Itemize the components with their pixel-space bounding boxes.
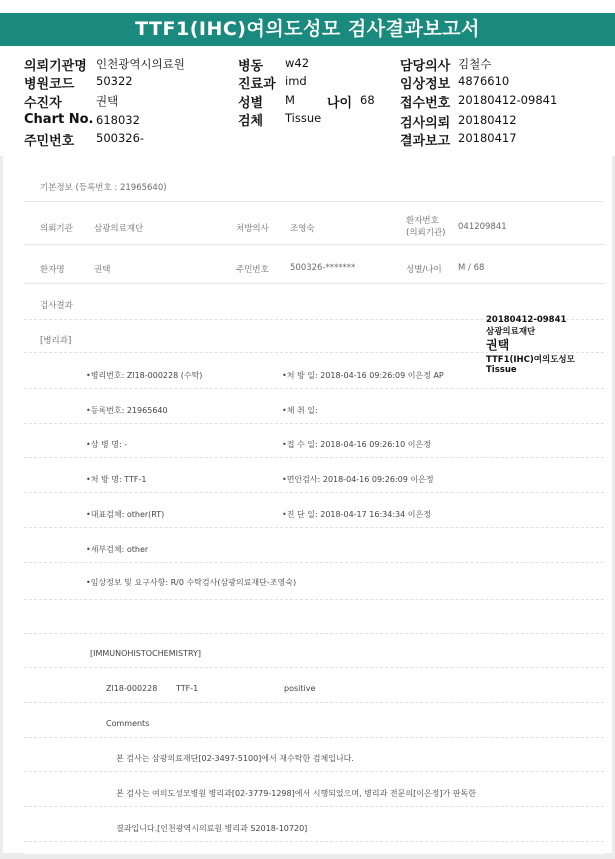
ihc-marker: TTF-1: [176, 684, 199, 693]
divider: [24, 388, 604, 389]
stamp-agency: 삼광의료재단: [486, 327, 536, 337]
info-label: 임상정보: [400, 77, 451, 92]
info-label: 병원코드: [24, 77, 75, 92]
stamp-test: TTF1(IHC)여의도성모: [486, 355, 575, 365]
patient-info-grid: [0, 52, 615, 152]
clinical-info: •임상정보 및 요구사항: R/0 수탁검사(삼광의료재단-조영숙): [86, 578, 297, 587]
divider: [24, 492, 604, 493]
divider: [24, 423, 604, 424]
divider: [24, 633, 604, 634]
disease-name: •상 병 명: -: [86, 440, 128, 449]
info-label: 담당의사: [400, 59, 451, 74]
ihc-result: positive: [284, 684, 316, 693]
dept-label: [병리과]: [40, 336, 72, 346]
patient-no-label: 환자번호: [406, 216, 439, 226]
ihc-heading: [IMMUNOHISTOCHEMISTRY]: [90, 649, 201, 658]
agency-value: 삼광의료재단: [94, 224, 144, 234]
info-value: Tissue: [285, 111, 322, 125]
stamp-name: 권택: [486, 338, 510, 352]
agency-label: 의뢰기관: [40, 224, 73, 234]
divider: [24, 244, 604, 245]
sexage-label: 성별/나이: [406, 265, 442, 275]
divider: [24, 457, 604, 458]
info-value: 김철수: [458, 57, 492, 71]
info-label: 진료과: [238, 77, 276, 92]
info-value: 50322: [96, 74, 133, 88]
patient-value: 권택: [94, 265, 111, 275]
divider: [24, 562, 604, 563]
divider: [24, 737, 604, 738]
stamp-receipt-no: 20180412-09841: [486, 315, 567, 325]
divider: [24, 283, 604, 284]
pathology-number: •병리번호: Zl18-000228 (수탁): [86, 371, 203, 380]
stamp-specimen: Tissue: [486, 365, 517, 375]
divider: [24, 702, 604, 703]
resident-label: 주민번호: [236, 265, 269, 275]
immune-test: •면안검사: 2018-04-16 09:26:09 이은정: [282, 475, 434, 484]
order-date: •처 방 일: 2018-04-16 09:26:09 이은정 AP: [282, 371, 444, 380]
sub-specimen: •세부검체: other: [86, 545, 149, 554]
comments-label: Comments: [106, 719, 150, 728]
comment-line-3: 결과입니다.[인천광역시의료원 병리과 S2018-10720]: [116, 824, 308, 833]
info-value: 20180412: [458, 113, 517, 127]
report-panel: [24, 166, 604, 854]
divider: [24, 527, 604, 528]
basic-info-heading: 기본정보 (등록번호 : 21965640): [40, 183, 167, 193]
info-value: M: [285, 93, 295, 107]
info-value: 인천광역시의료원: [96, 57, 185, 71]
info-label: 결과보고: [400, 134, 451, 149]
doctor-label: 처방의사: [236, 224, 269, 234]
info-value: imd: [285, 74, 307, 88]
info-value: 618032: [96, 113, 140, 127]
info-value: 500326-: [96, 131, 145, 145]
info-label: 의뢰기관명: [24, 59, 87, 74]
divider: [24, 771, 604, 772]
divider: [24, 806, 604, 807]
patient-label: 환자명: [40, 265, 65, 275]
info-value: 4876610: [458, 74, 510, 88]
info-label: 성별: [238, 96, 264, 111]
divider: [24, 201, 604, 202]
info-value: 권택: [96, 94, 119, 108]
divider: [24, 841, 604, 842]
info-label: 검사의뢰: [400, 116, 451, 131]
comment-line-2: 본 검사는 여의도성모병원 병리과[02-3779-1298]에서 시행되었으며, 병리과 전문의[이은정]가 판독한: [116, 789, 476, 798]
diagnosis-date: •진 단 일: 2018-04-17 16:34:34 이은정: [282, 510, 431, 519]
info-value: 20180412-09841: [458, 93, 558, 107]
ihc-id: Zl18-000228: [106, 684, 158, 693]
scan-border-left: [0, 156, 3, 859]
sexage-value: M / 68: [458, 263, 485, 273]
age-label: 나이: [327, 96, 353, 111]
patient-no-sublabel: (의뢰기관): [406, 228, 446, 238]
patient-no-value: 041209841: [458, 222, 507, 232]
comment-line-1: 본 검사는 삼광의료재단[02-3497-5100]에서 재수탁한 검체입니다.: [116, 754, 354, 763]
resident-value: 500326-*******: [290, 263, 356, 273]
divider: [24, 667, 604, 668]
info-label: 접수번호: [400, 96, 451, 111]
receipt-date: •접 수 일: 2018-04-16 09:26:10 이은정: [282, 440, 431, 449]
report-title: TTF1(IHC)여의도성모 검사결과보고서: [0, 13, 615, 46]
info-label: 검체: [238, 114, 264, 129]
info-label: 주민번호: [24, 134, 75, 149]
registration-number: •등록번호: 21965640: [86, 406, 168, 415]
info-value: w42: [285, 56, 310, 70]
divider: [24, 599, 604, 600]
age-value: 68: [360, 93, 375, 107]
order-name: •처 방 명: TTF-1: [86, 475, 147, 484]
result-heading: 검사결과: [40, 301, 73, 311]
info-label: 수진자: [24, 96, 62, 111]
info-label: Chart No.: [24, 112, 94, 127]
doctor-value: 조영숙: [290, 224, 315, 234]
collection-date: •채 취 일:: [282, 406, 318, 415]
info-value: 20180417: [458, 131, 517, 145]
info-label: 병동: [238, 59, 264, 74]
representative-specimen: •대표검체: other(RT): [86, 510, 165, 519]
